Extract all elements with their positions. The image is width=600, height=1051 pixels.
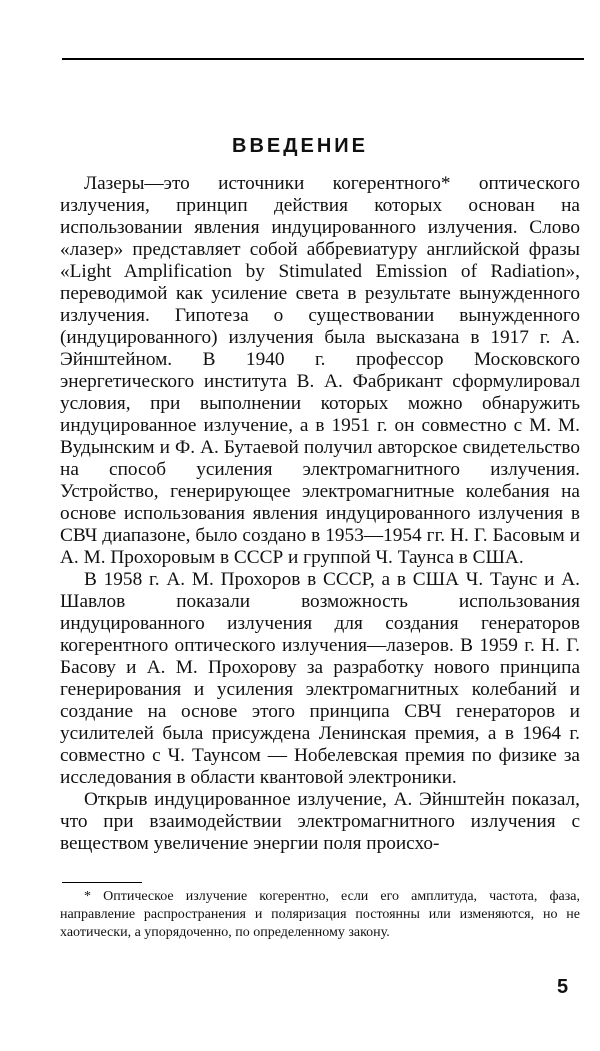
page-number: 5 [557, 976, 569, 998]
footnote-rule [62, 882, 142, 883]
paragraph-1: Лазеры—это источники когерентного* оптического излучения, принцип действия которых основан на использовании явления индуцированного излучения. Слово «лазер» представляет собой аббревиатуру английской фразы «Light Amplification by Stimulated Emission of Radiation», переводимой как усиление света в результате вынужденного излучения. Гипотеза о существовании вынужденного (индуцированного) излучения была высказана в 1917 г. А. Эйнштейном. В 1940 г. профессор Московского энергетического института В. А. Фабрикант сформулировал условия, при выполнении которых можно обнаружить индуцированное излучение, а в 1951 г. он совместно с М. М. Вудынским и Ф. А. Бутаевой получил авторское свидетельство на способ усиления электромагнитного излучения. Устройство, генерирующее электромагнитные колебания на основе использования явления индуцированного излучения в СВЧ диапазоне, было создано в 1953—1954 гг. Н. Г. Басовым и А. М. Прохоровым в СССР и группой Ч. Таунса в США. [60, 173, 580, 568]
body-text [60, 173, 580, 855]
footnote [60, 888, 580, 942]
top-rule [62, 58, 584, 60]
page-heading: ВВЕДЕНИЕ [232, 135, 368, 157]
footnote-text: * Оптическое излучение когерентно, если его амплитуда, частота, фаза, направление распространения и поляризация постоянны или изменяются, но не хаотически, а упорядоченно, по определенному закону. [60, 889, 580, 940]
paragraph-2: В 1958 г. А. М. Прохоров в СССР, а в США Ч. Таунс и А. Шавлов показали возможность использования индуцированного излучения для создания генераторов когерентного оптического излучения—лазеров. В 1959 г. Н. Г. Басову и А. М. Прохорову за разработку нового принципа генерирования и усиления электромагнитных колебаний и создание на основе этого принципа СВЧ генераторов и усилителей была присуждена Ленинская премия, а в 1964 г. совместно с Ч. Таунсом — Нобелевская премия по физике за исследования в области квантовой электроники. [60, 569, 580, 788]
paragraph-3: Открыв индуцированное излучение, А. Эйнштейн показал, что при взаимодействии электромагнитного излучения с веществом увеличение энергии поля происхо- [60, 789, 580, 854]
